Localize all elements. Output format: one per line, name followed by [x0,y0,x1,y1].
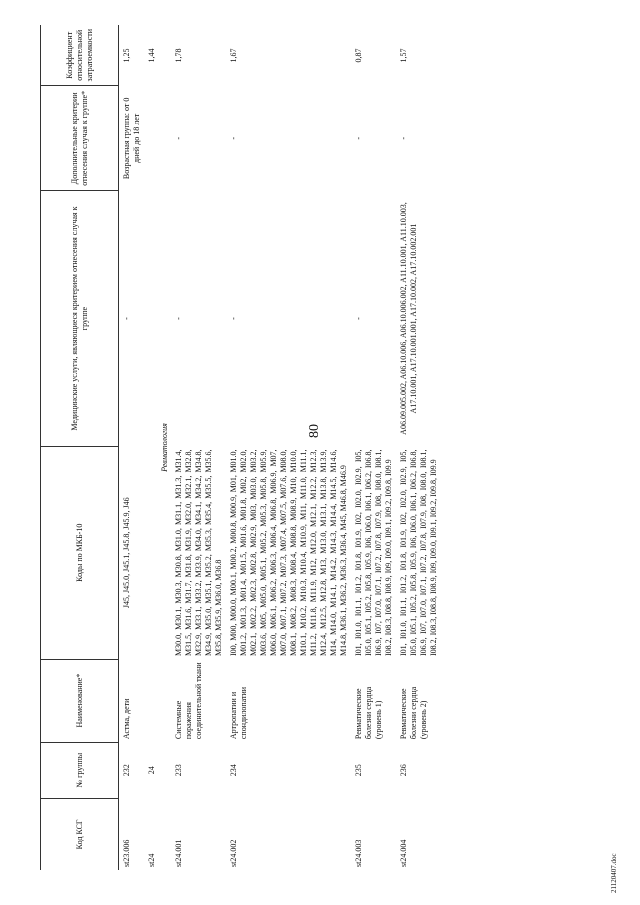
section-label: Ревматология [160,423,169,472]
cell-coef: 1,44 [147,48,156,63]
ksg-table [40,25,441,870]
cell-group: 235 [354,764,363,777]
cell-mkb: J45, J45.0, J45.1, J45.8, J45.9, J46 [122,497,131,609]
cell-mkb: I01, I01.0, I01.1, I01.2, I01.8, I01.9, I02, I02.0, I02.9, I05, I05.0, I05.1, I05.2, I05.8, I05.9, I06, I06.0, I06.1, I06.2, I06.8, I06.9, I07, I07.0, I07.1, I07.2, I07.8, I07.9, I08, I08.0, I08.1, I08.2, I08.3, I08.8, I08.9, I09, I09.0, I09.1, I09.2, I09.8, I09.9 [354,449,393,657]
cell-group: 236 [399,764,408,777]
header-coefficient: Коэффициент относительной затратоемкости [41,25,119,86]
rotated-page [40,25,600,870]
table-row [351,25,396,870]
cell-name: Ревматические болезни сердца (уровень 1) [354,686,383,740]
cell-services: - [229,317,238,320]
cell-services: - [174,317,183,320]
cell-coef: 1,57 [399,48,408,63]
cell-coef: 1,78 [174,48,183,63]
cell-code: st24.002 [229,839,238,867]
cell-criteria: - [229,137,238,140]
header-mkb-codes: Коды по МКБ-10 [41,446,119,659]
cell-coef: 0,87 [354,48,363,63]
cell-criteria: - [174,137,183,140]
table-row [226,25,351,870]
cell-group: 234 [229,764,238,777]
header-ksg-code: Код КСГ [41,798,119,870]
header-group-no: № группы [41,742,119,798]
cell-name: Астма, дети [122,698,131,740]
table-row [144,25,159,870]
cell-criteria [144,86,159,191]
cell-services: A06.09.005.002, A06.10.006, A06.10.006.002, A11.10.001, A11.10.003, A17.10.001, A17.10.001.001, A17.10.002, A17.10.002.001 [399,202,418,435]
cell-services [144,191,159,447]
cell-code: st24.003 [354,839,363,867]
cell-services: - [354,317,363,320]
cell-name [144,659,159,742]
cell-services: - [122,317,131,320]
table-row [119,25,145,870]
table-row [171,25,226,870]
cell-coef: 1,67 [229,48,238,63]
header-services: Медицинские услуги, являющиеся критерием отнесения случая к группе [41,191,119,447]
cell-code: st24.001 [174,839,183,867]
cell-mkb: I01, I01.0, I01.1, I01.2, I01.8, I01.9, I02, I02.0, I02.9, I05, I05.0, I05.1, I05.2, I05.8, I05.9, I06, I06.0, I06.1, I06.2, I06.8, I06.9, I07, I07.0, I07.1, I07.2, I07.8, I07.9, I08, I08.0, I08.1, I08.2, I08.3, I08.8, I08.9, I09, I09.0, I09.1, I09.2, I09.8, I09.9 [399,449,438,657]
cell-group: 24 [147,766,156,775]
cell-criteria: Возрастная группа: от 0 дней до 18 лет [122,97,141,180]
cell-criteria: - [399,137,408,140]
cell-name: Артропатии и спондилопатии [229,686,248,740]
cell-coef: 1,25 [122,48,131,63]
cell-code: st23.006 [122,839,131,867]
cell-group: 232 [122,764,131,777]
section-row [159,25,171,870]
cell-mkb: I00, M00, M00.0, M00.1, M00.2, M00.8, M00.9, M01, M01.0, M01.2, M01.3, M01.4, M01.5, M01.6, M01.8, M02, M02.0, M02.1, M02.2, M02.3, M02.8, M02.9, M03, M03.0, M03.2, M03.6, M05, M05.0, M05.1, M05.2, M05.3, M05.8, M05.9, M06.0, M06.1, M06.2, M06.3, M06.4, M06.8, M06.9, M07, M07.0, M07.1, M07.2, M07.3, M07.4, M07.5, M07.6, M08.0, M08.1, M08.2, M08.3, M08.4, M08.8, M08.9, M10, M10.0, M10.1, M10.2, M10.3, M10.4, M10.9, M11, M11.0, M11.1, M11.2, M11.8, M11.9, M12, M12.0, M12.1, M12.2, M12.3, M12.4, M12.5, M12.8, M13, M13.0, M13.1, M13.8, M13.9, M14, M14.0, M14.1, M14.2, M14.3, M14.4, M14.5, M14.6, M14.8, M36.1, M36.2, M36.3, M36.4, M45, M46.8, M46.9 [229,449,348,657]
header-name: Наименование* [41,659,119,742]
page-number: 80 [307,424,322,438]
cell-code: st24 [147,853,156,867]
header-criteria: Дополнительные критерии отнесения случая к группе* [41,86,119,191]
cell-mkb: M30.0, M30.1, M30.3, M30.8, M31.0, M31.1, M31.3, M31.4, M31.5, M31.6, M31.7, M31.8, M31.9, M32.0, M32.1, M32.8, M32.9, M33.1, M33.2, M33.9, M34.0, M34.1, M34.2, M34.8, M34.9, M35.0, M35.1, M35.2, M35.3, M35.4, M35.5, M35.6, M35.8, M35.9, M36.0, M36.8 [174,449,223,657]
cell-name: Системные поражения соединительной ткани [174,662,203,740]
cell-group: 233 [174,764,183,777]
cell-name: Ревматические болезни сердца (уровень 2) [399,686,428,740]
cell-criteria: - [354,137,363,140]
cell-mkb [144,446,159,659]
table-row [396,25,441,870]
footer-filename: 21120407.doc [610,853,618,893]
table-header-row [41,25,119,870]
cell-code: st24.004 [399,839,408,867]
